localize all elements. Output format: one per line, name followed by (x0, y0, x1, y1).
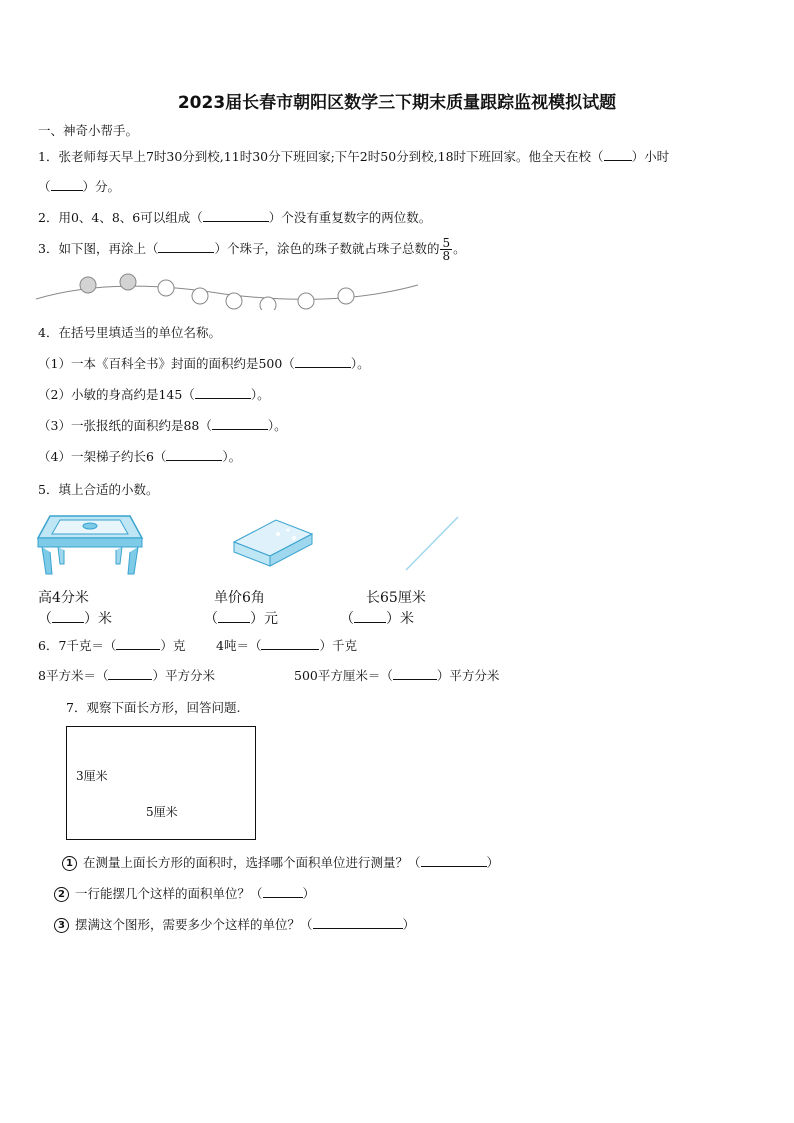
question-7-sub: 1 在测量上面长方形的面积时，选择哪个面积单位进行测量？（ ） (62, 853, 499, 871)
rectangle-height-label: 3厘米 (76, 769, 108, 783)
section-heading: 一、神奇小帮手。 (38, 123, 139, 138)
question-4-item: （3）一张报纸的面积约是88（ ）。 (38, 418, 287, 433)
question-3: 3．如下图，再涂上（ ）个珠子，涂色的珠子数就占珠子总数的 $\frac{5}{8}$ 。 (38, 236, 466, 263)
answer-blank[interactable] (108, 667, 152, 680)
question-4-item: （1）一本《百科全书》封面的面积约是500（ ）。 (38, 356, 370, 371)
question-7-sub: 2 一行能摆几个这样的面积单位？（ ） (54, 884, 315, 902)
bead-shaded (120, 274, 136, 290)
answer-blank[interactable] (313, 916, 403, 929)
answer-blank[interactable] (354, 610, 386, 623)
question-1: 1．张老师每天早上7时30分到校,11时30分下班回家;下午2时50分到校,18时下班回家。他全天在校（ ）小时 (38, 149, 670, 164)
question-7-sub: 3 摆满这个图形，需要多少个这样的单位？（ ） (54, 915, 415, 933)
answer-blank[interactable] (263, 885, 303, 898)
caption-table: 高4分米 (38, 590, 89, 606)
answer-blank[interactable] (212, 417, 268, 430)
answer-blank[interactable] (158, 240, 214, 253)
bead[interactable] (192, 288, 208, 304)
caption-eraser: 单价6角 (214, 590, 265, 606)
caption-stick: 长65厘米 (366, 590, 426, 606)
question-4-item: （4）一架梯子约长6（ ）。 (38, 449, 242, 464)
answer-table: （ ）米 (38, 611, 112, 627)
bead[interactable] (226, 293, 242, 309)
fraction: $\frac{5}{8}$ (442, 236, 451, 263)
question-6b: 4吨＝（ ）千克 (216, 638, 357, 653)
question-2: 2．用0、4、8、6可以组成（ ）个没有重复数字的两位数。 (38, 210, 432, 225)
bead[interactable] (298, 293, 314, 309)
page-title: 2023届长春市朝阳区数学三下期末质量跟踪监视模拟试题 (177, 93, 617, 113)
question-4-item: （2）小敏的身高约是145（ ）。 (38, 387, 270, 402)
stick-image (402, 514, 462, 574)
question-7: 7．观察下面长方形，回答问题. (66, 700, 241, 715)
answer-blank[interactable] (52, 610, 84, 623)
answer-blank[interactable] (218, 610, 250, 623)
bead[interactable] (338, 288, 354, 304)
bead[interactable] (260, 297, 276, 310)
question-4: 4．在括号里填适当的单位名称。 (38, 325, 221, 340)
question-5: 5．填上合适的小数。 (38, 482, 159, 497)
answer-blank[interactable] (295, 355, 351, 368)
answer-blank[interactable] (195, 386, 251, 399)
eraser-image (230, 516, 314, 568)
answer-blank[interactable] (261, 637, 319, 650)
table-image (36, 512, 144, 580)
bead[interactable] (158, 280, 174, 296)
bead-string-figure (34, 270, 424, 310)
answer-blank[interactable] (51, 178, 83, 191)
answer-blank[interactable] (203, 209, 269, 222)
answer-stick: （ ）米 (340, 611, 414, 627)
answer-blank[interactable] (166, 448, 222, 461)
bead-shaded (80, 277, 96, 293)
question-6a: 6．7千克＝（ ）克 (38, 638, 186, 653)
question-6c: 8平方米＝（ ）平方分米 (38, 668, 215, 683)
question-1-line2: （ ）分。 (38, 179, 121, 194)
question-6d: 500平方厘米＝（ ）平方分米 (294, 668, 500, 683)
answer-blank[interactable] (604, 148, 632, 161)
rectangle-width-label: 5厘米 (146, 805, 178, 819)
answer-blank[interactable] (421, 854, 487, 867)
answer-blank[interactable] (116, 637, 160, 650)
answer-eraser: （ ）元 (204, 611, 278, 627)
answer-blank[interactable] (393, 667, 437, 680)
